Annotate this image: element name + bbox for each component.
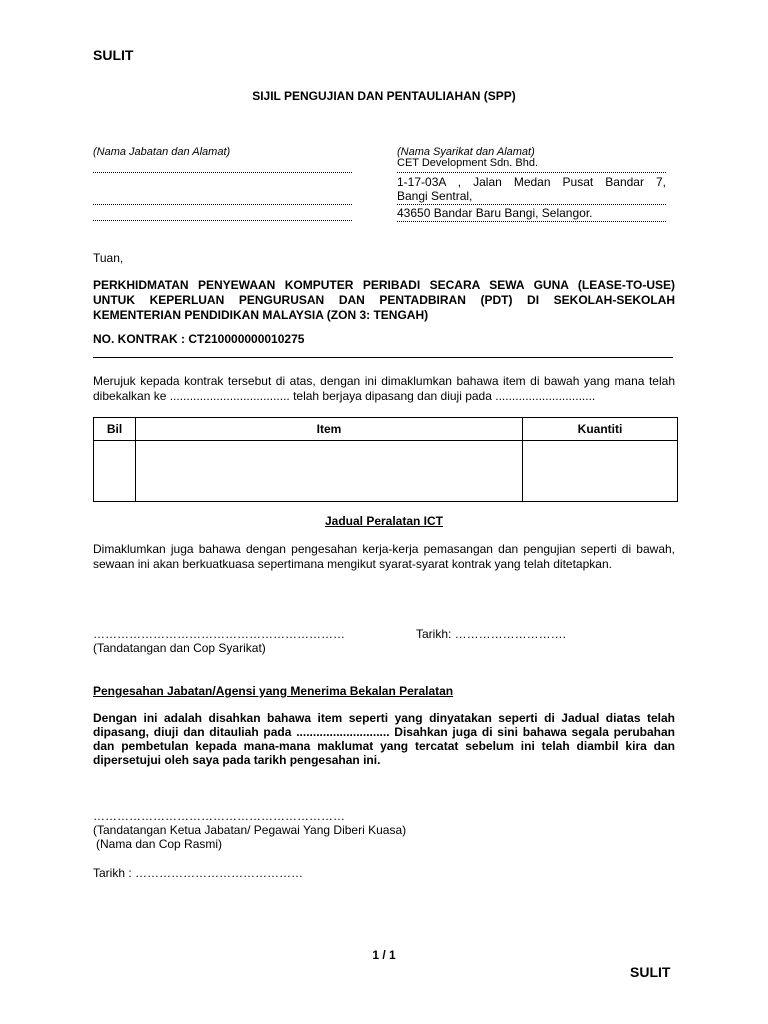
address-line (93, 220, 352, 221)
address-line (93, 204, 352, 205)
company-signature-date: Tarikh: ………………………. (416, 627, 567, 641)
salutation: Tuan, (93, 251, 124, 265)
company-signature-label: (Tandatangan dan Cop Syarikat) (93, 641, 266, 655)
company-address-line-1b: Bangi Sentral, (397, 189, 473, 203)
address-line (93, 172, 352, 173)
department-address-label: (Nama Jabatan dan Alamat) (93, 146, 231, 158)
officer-signature-label: (Tandatangan Ketua Jabatan/ Pegawai Yang Diberi Kuasa) (93, 823, 407, 837)
company-address-line-2: 43650 Bandar Baru Bangi, Selangor. (397, 206, 593, 220)
table-row (94, 441, 678, 502)
column-header-item: Item (136, 418, 523, 441)
address-line (397, 221, 666, 222)
officer-name-stamp-label: (Nama dan Cop Rasmi) (96, 837, 223, 851)
table-caption: Jadual Peralatan ICT (324, 514, 444, 528)
intro-paragraph: Merujuk kepada kontrak tersebut di atas, dengan ini dimaklumkan bahawa item di bawah yang mana telah dibekalkan ke .................................... telah berjaya dipasang dan diuji pada .............................. (93, 374, 675, 403)
address-line (397, 172, 666, 173)
company-address-label: (Nama Syarikat dan Alamat) (397, 146, 535, 158)
page-number: 1 / 1 (372, 948, 396, 962)
table-cell (94, 441, 136, 502)
address-line (397, 204, 666, 205)
column-header-bil: Bil (94, 418, 136, 441)
company-address-line-1: 1-17-03A , Jalan Medan Pusat Bandar 7, (397, 175, 666, 189)
verification-paragraph: Dengan ini adalah disahkan bahawa item seperti yang dinyatakan seperti di Jadual diatas telah dipasang, diuji dan ditauliah pada ............................ Disahkan juga di sini bahawa segala perubahan dan pembetulan kepada mana-mana maklumat yang tercatat sebelum ini telah diambil kira dan dipersetujui oleh saya pada tarikh pengesahan ini. (93, 711, 675, 767)
classification-footer: SULIT (630, 964, 671, 980)
officer-signature-line: ……………………………………………………… (93, 809, 345, 823)
classification-header: SULIT (93, 47, 134, 63)
officer-signature-date: Tarikh : …………………………………… (93, 866, 304, 880)
verification-heading: Pengesahan Jabatan/Agensi yang Menerima Bekalan Peralatan (93, 684, 454, 698)
contract-number: NO. KONTRAK : CT210000000010275 (93, 332, 305, 346)
confirmation-paragraph: Dimaklumkan juga bahawa dengan pengesahan kerja-kerja pemasangan dan pengujian seperti di bawah, sewaan ini akan berkuatkuasa sepertimana mengikut syarat-syarat kontrak yang telah ditetapkan. (93, 542, 675, 571)
document-title: SIJIL PENGUJIAN DAN PENTAULIAHAN (SPP) (252, 89, 516, 103)
company-name: CET Development Sdn. Bhd. (397, 157, 539, 169)
equipment-table (93, 417, 678, 502)
company-signature-line: ……………………………………………………… (93, 627, 345, 641)
column-header-kuantiti: Kuantiti (523, 418, 678, 441)
table-cell (136, 441, 523, 502)
table-cell (523, 441, 678, 502)
separator-line (93, 357, 673, 358)
subject-heading: PERKHIDMATAN PENYEWAAN KOMPUTER PERIBADI SECARA SEWA GUNA (LEASE-TO-USE) UNTUK KEPERLUAN PENGURUSAN DAN PENTADBIRAN (PDT) DI SEKOLAH-SEKOLAH KEMENTERIAN PENDIDIKAN MALAYSIA (ZON 3: TENGAH) (93, 278, 675, 322)
